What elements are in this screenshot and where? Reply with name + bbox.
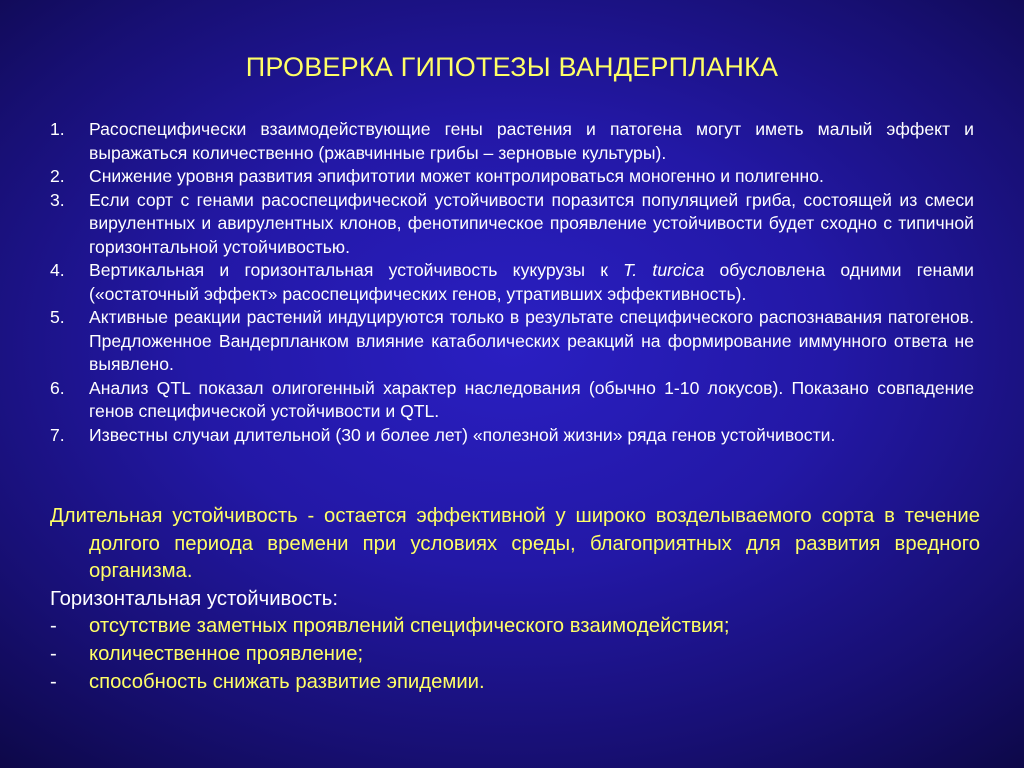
item-text: Анализ QTL показал олигогенный характер наследования (обычно 1-10 локусов). Показано совпадение генов специфической устойчивости и QTL. [89,377,974,421]
list-item [50,377,974,424]
dash-marker: - [50,615,57,638]
item-number: 6. [50,377,65,398]
dash-marker: - [50,670,57,693]
list-item [50,669,980,697]
horizontal-resistance-list [50,613,980,696]
list-item [50,306,974,377]
item-number: 7. [50,424,65,445]
item-text: Активные реакции растений индуцируются только в результате специфического распознавания патогенов. Предложенное Вандерпланком влияние катаболических реакций на формирование иммунного ответа не выявлено. [89,307,974,374]
dash-marker: - [50,642,57,665]
item-text: Снижение уровня развития эпифитотии может контролироваться моногенно и полигенно. [89,166,824,186]
species-name: T. turcica [623,260,705,280]
item-number: 4. [50,260,65,280]
list-item [50,165,974,189]
item-number: 3. [50,189,65,210]
hypothesis-list [50,118,974,447]
point-text: способность снижать развитие эпидемии. [89,670,485,693]
list-item [50,613,980,641]
list-item [50,189,974,260]
item-text-after: обусловлена одними генами («остаточный эффект» расоспецифических генов, утративших эффективность). [89,260,974,304]
slide-title: ПРОВЕРКА ГИПОТЕЗЫ ВАНДЕРПЛАНКА [245,52,779,82]
list-item [50,259,974,306]
item-text: Известны случаи длительной (30 и более лет) «полезной жизни» ряда генов устойчивости. [89,424,836,445]
point-text: количественное проявление; [89,642,364,665]
durable-resistance-definition: Длительная устойчивость - остается эффективной у широко возделываемого сорта в течение долгого периода времени при условиях среды, благоприятных для развития вредного организма. [50,505,980,583]
item-number: 5. [50,307,65,327]
list-item [50,424,974,448]
item-number: 1. [50,119,65,139]
summary-block [50,503,980,696]
item-text: Расоспецифически взаимодействующие гены растения и патогена могут иметь малый эффект и выражаться количественно (ржавчинные грибы – зерновые культуры). [89,119,974,163]
list-item [50,641,980,669]
item-text: Если сорт с генами расоспецифической устойчивости поразится популяцией гриба, состоящей из смеси вирулентных и авирулентных клонов, фенотипическое проявление устойчивости будет сходно с типичной горизонтальной устойчивостью. [89,189,974,257]
list-item [50,118,974,165]
point-text: отсутствие заметных проявлений специфического взаимодействия; [89,615,730,638]
item-text-before: Вертикальная и горизонтальная устойчивость кукурузы к [89,260,624,280]
item-number: 2. [50,166,65,186]
item-text [89,259,974,306]
horizontal-resistance-heading: Горизонтальная устойчивость: [50,587,338,610]
